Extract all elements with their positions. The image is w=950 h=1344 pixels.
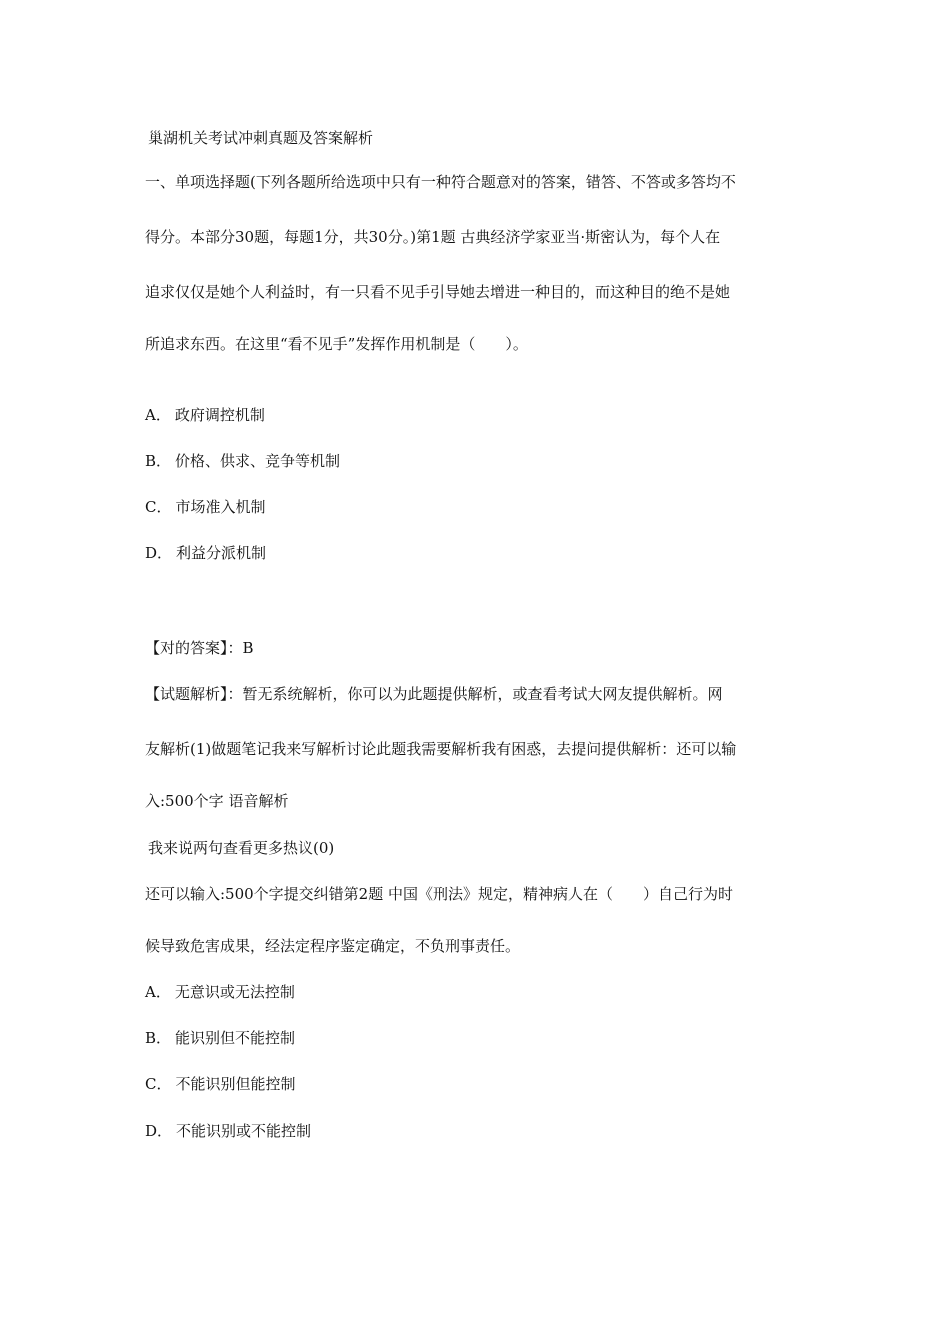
option-text: 不能识别或不能控制	[176, 1122, 312, 1140]
text-line: 友解析(1)做题笔记我来写解析讨论此题我需要解析我有困惑，去提问提供解析：还可以输	[145, 740, 737, 758]
option-text: 价格、供求、竞争等机制	[175, 452, 341, 470]
option-letter: C．	[145, 498, 172, 516]
comment-line: 我来说两句查看更多热议(0)	[148, 839, 335, 857]
text-line: 入:500个字 语音解析	[145, 792, 289, 810]
option-text: 利益分派机制	[176, 544, 267, 562]
option-letter: D．	[145, 1122, 173, 1140]
option-letter: C．	[145, 1075, 172, 1093]
text-line: 追求仅仅是她个人利益时，有一只看不见手引导她去增进一种目的，而这种目的绝不是她	[145, 283, 731, 301]
text-line: 所追求东西。在这里“看不见手”发挥作用机制是（ ）。	[145, 335, 528, 353]
option-text: 政府调控机制	[174, 406, 265, 424]
option-b	[145, 451, 340, 471]
option-letter: A．	[145, 983, 171, 1001]
option-text: 无意识或无法控制	[174, 983, 295, 1001]
option-text: 不能识别但能控制	[175, 1075, 296, 1093]
question-1-answer: 【对的答案】：B	[145, 639, 254, 657]
option-a	[145, 405, 265, 425]
option-a	[145, 982, 295, 1002]
text-line: 还可以输入:500个字提交纠错第2题 中国《刑法》规定，精神病人在（ ）自己行为时	[145, 885, 733, 903]
option-b	[145, 1028, 295, 1048]
option-letter: A．	[145, 406, 171, 424]
option-d	[145, 1121, 311, 1141]
document-title: 巢湖机关考试冲刺真题及答案解析	[148, 129, 374, 147]
text-line: 【试题解析】：暂无系统解析，你可以为此题提供解析，或查看考试大网友提供解析。网	[145, 685, 723, 703]
option-text: 能识别但不能控制	[175, 1029, 296, 1047]
option-c	[145, 497, 266, 517]
option-d	[145, 543, 266, 563]
option-letter: B．	[145, 452, 172, 470]
option-letter: B．	[145, 1029, 172, 1047]
option-c	[145, 1074, 296, 1094]
text-line: 一、单项选择题(下列各题所给选项中只有一种符合题意对的答案，错答、不答或多答均不	[145, 173, 736, 191]
option-text: 市场准入机制	[175, 498, 266, 516]
text-line: 候导致危害成果，经法定程序鉴定确定，不负刑事责任。	[145, 937, 521, 955]
text-line: 得分。本部分30题，每题1分，共30分。)第1题 古典经济学家亚当·斯密认为，每个人在	[145, 228, 721, 246]
option-letter: D．	[145, 544, 173, 562]
